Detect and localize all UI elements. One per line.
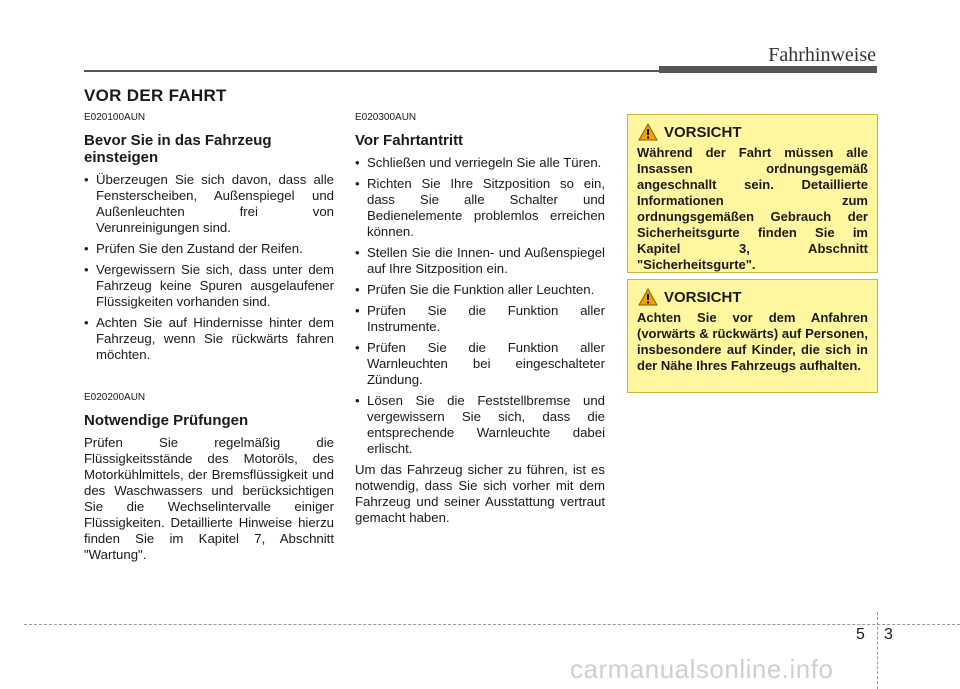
bullet-dot: • — [355, 155, 360, 170]
caution-box — [627, 279, 878, 393]
list-item — [355, 245, 605, 277]
list-item — [84, 262, 334, 310]
section-title: VOR DER FAHRT — [84, 86, 227, 105]
list-item — [355, 282, 605, 298]
checklist — [355, 155, 605, 457]
section-code: E020100AUN — [84, 112, 146, 123]
list-item-text: Prüfen Sie die Funktion aller Instrumente. — [367, 303, 605, 334]
list-item-text: Prüfen Sie die Funktion aller Warnleuchten bei eingeschalteter Zündung. — [367, 340, 605, 387]
list-item-text: Stellen Sie die Innen- und Außenspiegel auf Ihre Sitzposition ein. — [367, 245, 605, 276]
list-item — [84, 241, 334, 257]
caution-box — [627, 114, 878, 273]
list-item — [355, 393, 605, 457]
bullet-dot: • — [355, 176, 360, 191]
list-item-text: Überzeugen Sie sich davon, dass alle Fensterscheiben, Außenspiegel und Außenleuchten frei von Verunreinigungen sind. — [96, 172, 334, 235]
page-number: 3 — [884, 626, 893, 643]
subsection-heading: Bevor Sie in das Fahrzeug einsteigen — [84, 132, 272, 166]
caution-title: VORSICHT — [664, 123, 742, 141]
bullet-dot: • — [355, 340, 360, 355]
footer-divider — [877, 612, 878, 689]
body-paragraph: Um das Fahrzeug sicher zu führen, ist es notwendig, dass Sie sich vorher mit dem Fahrzeug und seiner Ausstattung vertraut gemacht haben. — [355, 462, 605, 525]
bullet-dot: • — [355, 393, 360, 408]
caution-text: Achten Sie vor dem Anfahren (vorwärts & rückwärts) auf Personen, insbesondere auf Kinder, die sich in der Nähe Ihres Fahrzeugs aufhalten. — [637, 310, 868, 373]
checklist — [84, 172, 334, 363]
subsection-heading: Notwendige Prüfungen — [84, 412, 249, 429]
subsection-heading: Vor Fahrtantritt — [355, 132, 464, 149]
bullet-dot: • — [84, 241, 89, 256]
bullet-dot: • — [355, 245, 360, 260]
bullet-dot: • — [355, 303, 360, 318]
list-item-text: Schließen und verriegeln Sie alle Türen. — [367, 155, 602, 170]
header-tab — [659, 66, 877, 73]
bullet-dot: • — [355, 282, 360, 297]
list-item-text: Prüfen Sie die Funktion aller Leuchten. — [367, 282, 595, 297]
list-item — [84, 172, 334, 236]
list-item-text: Prüfen Sie den Zustand der Reifen. — [96, 241, 303, 256]
list-item — [355, 303, 605, 335]
column-middle — [355, 110, 605, 526]
warning-triangle-icon — [638, 123, 658, 141]
list-item — [355, 155, 605, 171]
list-item-text: Richten Sie Ihre Sitzposition so ein, dass Sie alle Schalter und Bedienelemente problemlos erreichen können. — [367, 176, 605, 239]
chapter-number: 5 — [856, 626, 865, 643]
list-item-text: Achten Sie auf Hindernisse hinter dem Fahrzeug, wenn Sie rückwärts fahren möchten. — [96, 315, 334, 362]
caution-header — [628, 280, 877, 306]
caution-header — [628, 115, 877, 141]
list-item — [355, 340, 605, 388]
caution-text: Während der Fahrt müssen alle Insassen ordnungsgemäß angeschnallt sein. Detaillierte Informationen zum ordnungsgemäßen Gebrauch der Sicherheitsgurte finden Sie im Kapitel 3, Abschnitt "Sicherheitsgurte". — [637, 145, 868, 272]
chapter-title: Fahrhinweise — [768, 44, 876, 66]
bullet-dot: • — [84, 172, 89, 187]
caution-title: VORSICHT — [664, 288, 742, 306]
watermark: carmanualsonline.info — [570, 654, 834, 684]
footer-rule — [24, 624, 960, 625]
warning-triangle-icon — [638, 288, 658, 306]
list-item-text: Lösen Sie die Feststellbremse und vergewissern Sie sich, dass die entsprechende Warnleuchte dabei erlischt. — [367, 393, 605, 456]
list-item — [84, 315, 334, 363]
header-rule — [84, 70, 659, 72]
list-item-text: Vergewissern Sie sich, dass unter dem Fahrzeug keine Spuren ausgelaufener Flüssigkeiten vorhanden sind. — [96, 262, 334, 309]
section-code: E020300AUN — [355, 112, 417, 123]
body-paragraph: Prüfen Sie regelmäßig die Flüssigkeitsstände des Motoröls, des Motorkühlmittels, der Bremsflüssigkeit und des Waschwassers und berücksichtigen Sie die Wechselintervalle einiger Flüssigkeiten. Detaillierte Hinweise hierzu finden Sie im Kapitel 7, Abschnitt "Wartung". — [84, 435, 334, 562]
bullet-dot: • — [84, 262, 89, 277]
section-code: E020200AUN — [84, 392, 146, 403]
bullet-dot: • — [84, 315, 89, 330]
column-left — [84, 110, 334, 563]
list-item — [355, 176, 605, 240]
